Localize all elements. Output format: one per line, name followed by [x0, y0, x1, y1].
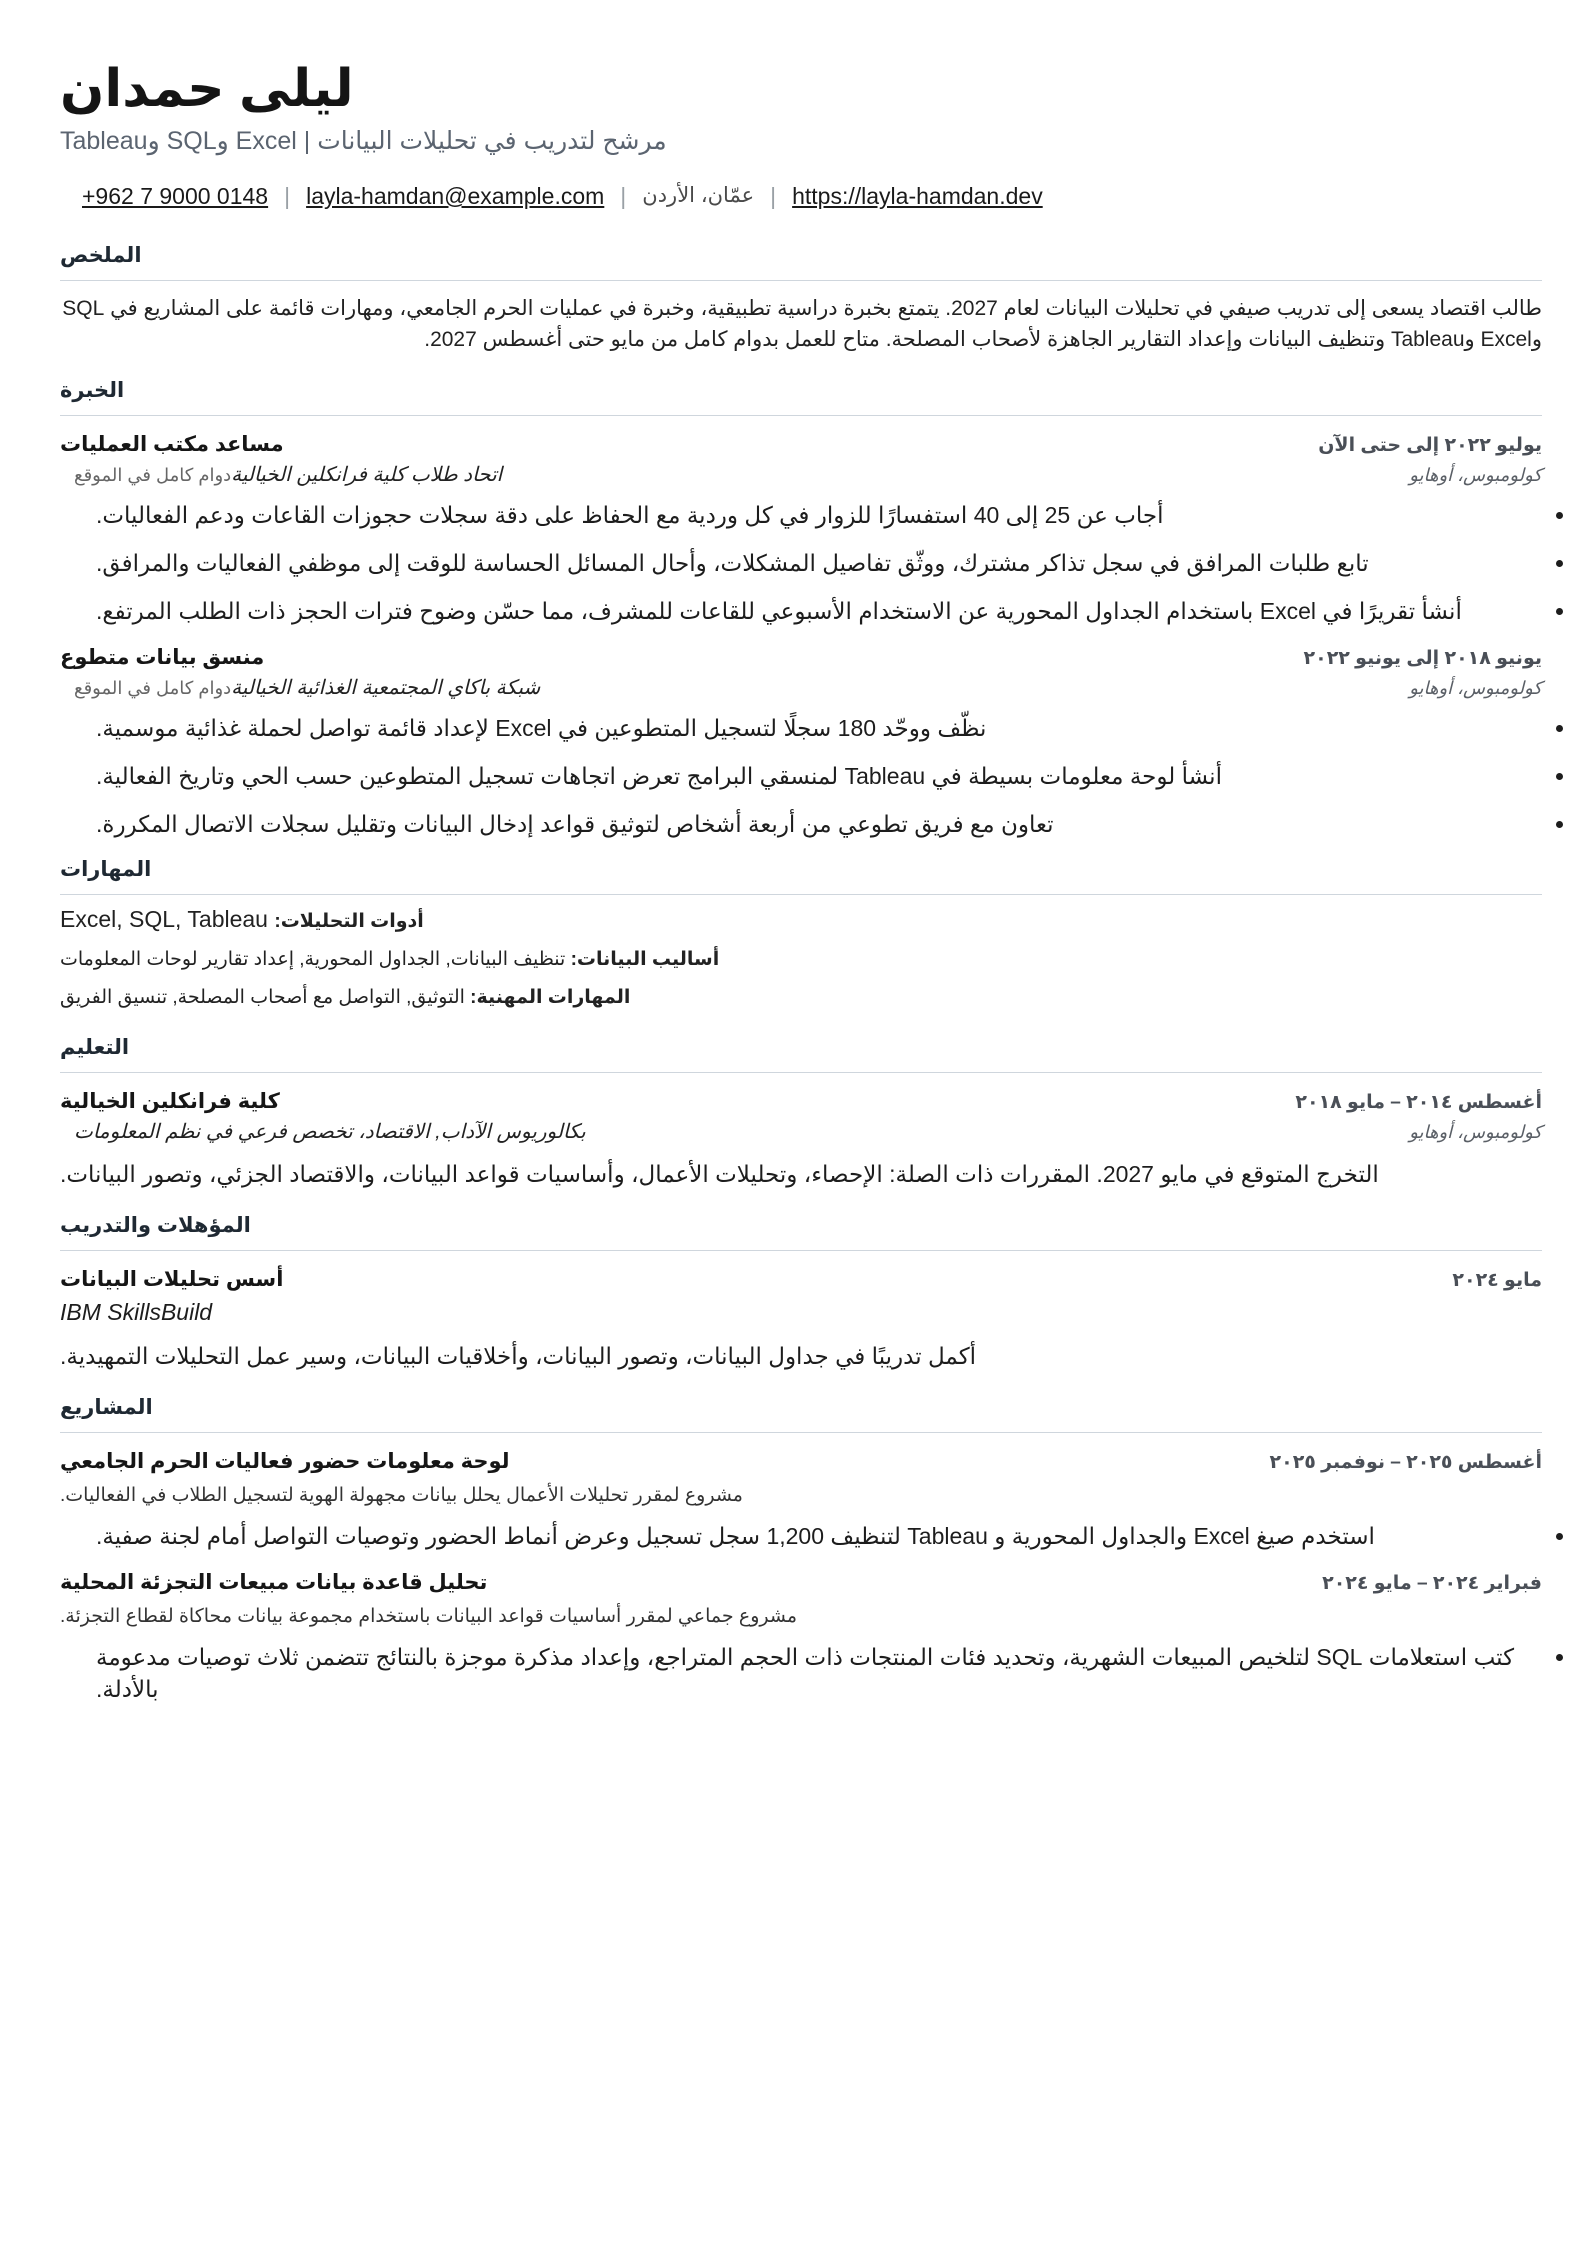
job-mode: دوام كامل في الموقع	[74, 465, 232, 485]
certification-issuer: IBM SkillsBuild	[60, 1299, 213, 1325]
section-title-skills: المهارات	[60, 856, 1542, 895]
education-note: التخرج المتوقع في مايو 2027. المقررات ذات الصلة: الإحصاء، وتحليلات الأعمال، وأساسيات قواعد البيانات، والاقتصاد الجزئي، وتصور البيانات.	[60, 1161, 1379, 1187]
section-title-summary: الملخص	[60, 242, 1542, 281]
skill-line-tools	[60, 905, 1542, 936]
bullet-item: • أجاب عن 25 إلى 40 استفسارًا للزوار في كل وردية مع الحفاظ على دقة سجلات حجوزات القاعات ودعم الفعاليات.	[96, 499, 1542, 531]
candidate-name: ليلى حمدان	[60, 60, 354, 118]
job-title: منسق بيانات متطوع	[60, 646, 265, 669]
contact-row	[82, 180, 1542, 212]
summary-section	[60, 242, 1542, 355]
project-entry	[60, 1447, 1542, 1552]
skill-label: أساليب البيانات:	[570, 949, 720, 970]
summary-text: طالب اقتصاد يسعى إلى تدريب صيفي في تحليلات البيانات لعام 2027. يتمتع بخبرة دراسية تطبيقية، وخبرة في عمليات الحرم الجامعي، ومهارات قائمة على المشاريع في SQL وExcel وTableau وتنظيف البيانات وإعداد التقارير الجاهزة لأصحاب المصلحة. متاح للعمل بدوام كامل من مايو حتى أغسطس 2027.	[62, 297, 1542, 351]
job-org	[60, 461, 502, 489]
skills-section	[60, 856, 1542, 1012]
job-date: يوليو ٢٠٢٢ إلى حتى الآن	[1318, 435, 1542, 456]
job-bullets	[60, 499, 1542, 627]
skill-label: أدوات التحليلات:	[274, 911, 424, 932]
skill-line-methods	[60, 946, 1542, 974]
education-location: كولومبوس، أوهايو	[1409, 1122, 1542, 1142]
bullet-item: • استخدم صيغ Excel والجداول المحورية و Tableau لتنظيف 1,200 سجل تسجيل وعرض أنماط الحضور وتوصيات التواصل أمام لجنة صفية.	[96, 1520, 1542, 1552]
skill-value: تنظيف البيانات, الجداول المحورية, إعداد تقارير لوحات المعلومات	[60, 949, 571, 970]
certification-entry	[60, 1265, 1542, 1372]
bullet-item: • تعاون مع فريق تطوعي من أربعة أشخاص لتوثيق قواعد إدخال البيانات وتقليل سجلات الاتصال المكررة.	[96, 808, 1542, 840]
project-bullets	[60, 1641, 1542, 1705]
job-org-name: شبكة باكاي المجتمعية الغذائية الخيالية	[231, 677, 541, 699]
projects-section	[60, 1394, 1542, 1705]
education-entry	[60, 1087, 1542, 1190]
job-org-name: اتحاد طلاب كلية فرانكلين الخيالية	[231, 464, 503, 486]
project-description: مشروع لمقرر تحليلات الأعمال يحلل بيانات مجهولة الهوية لتسجيل الطلاب في الفعاليات.	[60, 1485, 743, 1506]
certification-name: أسس تحليلات البيانات	[60, 1268, 284, 1291]
section-title-projects: المشاريع	[60, 1394, 1542, 1433]
project-name: لوحة معلومات حضور فعاليات الحرم الجامعي	[60, 1450, 510, 1473]
skill-label: المهارات المهنية:	[470, 987, 631, 1008]
job-location: كولومبوس، أوهايو	[1409, 465, 1542, 485]
experience-section	[60, 377, 1542, 840]
job-org	[60, 674, 540, 702]
website-link[interactable]: https://layla-hamdan.dev	[792, 183, 1043, 209]
project-description: مشروع جماعي لمقرر أساسيات قواعد البيانات باستخدام مجموعة بيانات محاكاة لقطاع التجزئة.	[60, 1606, 798, 1627]
section-title-education: التعليم	[60, 1034, 1542, 1073]
job-date: يونيو ٢٠١٨ إلى يونيو ٢٠٢٢	[1303, 648, 1542, 669]
job-bullets	[60, 712, 1542, 840]
skill-line-professional	[60, 984, 1542, 1012]
contact-separator: |	[620, 183, 627, 209]
skill-value: Excel, SQL, Tableau	[60, 906, 275, 932]
skill-value: التوثيق, التواصل مع أصحاب المصلحة, تنسيق الفريق	[60, 987, 471, 1008]
phone-link[interactable]: +962 7 9000 0148	[82, 183, 269, 209]
email-link[interactable]: layla-hamdan@example.com	[306, 183, 605, 209]
job-entry	[60, 643, 1542, 840]
project-bullets	[60, 1520, 1542, 1552]
job-location: كولومبوس، أوهايو	[1409, 678, 1542, 698]
bullet-item: • نظّف ووحّد 180 سجلًا لتسجيل المتطوعين في Excel لإعداد قائمة تواصل لحملة غذائية موسمية.	[96, 712, 1542, 744]
section-title-experience: الخبرة	[60, 377, 1542, 416]
project-date: فبراير ٢٠٢٤ – مايو ٢٠٢٤	[1322, 1573, 1542, 1594]
section-title-certifications: المؤهلات والتدريب	[60, 1212, 1542, 1251]
candidate-headline: مرشح لتدريب في تحليلات البيانات | Excel وSQL وTableau	[60, 127, 667, 155]
job-entry	[60, 430, 1542, 627]
certifications-section	[60, 1212, 1542, 1372]
contact-separator: |	[284, 183, 291, 209]
bullet-item: • كتب استعلامات SQL لتلخيص المبيعات الشهرية، وتحديد فئات المنتجات ذات الحجم المتراجع، وإعداد مذكرة موجزة بالنتائج تتضمن ثلاث توصيات مدعومة بالأدلة.	[96, 1641, 1542, 1705]
degree-text: بكالوريوس الآداب, الاقتصاد، تخصص فرعي في نظم المعلومات	[74, 1121, 586, 1143]
certification-note: أكمل تدريبًا في جداول البيانات، وتصور البيانات، وأخلاقيات البيانات، وسير عمل التحليلات التمهيدية.	[60, 1343, 977, 1369]
contact-separator: |	[770, 183, 777, 209]
school-name: كلية فرانكلين الخيالية	[60, 1090, 280, 1113]
project-name: تحليل قاعدة بيانات مبيعات التجزئة المحلية	[60, 1571, 488, 1594]
bullet-item: • تابع طلبات المرافق في سجل تذاكر مشترك، ووثّق تفاصيل المشكلات، وأحال المسائل الحساسة للوقت إلى موظفي الفعاليات والمرافق.	[96, 547, 1542, 579]
certification-date: مايو ٢٠٢٤	[1452, 1270, 1542, 1291]
job-mode: دوام كامل في الموقع	[74, 678, 232, 698]
education-section	[60, 1034, 1542, 1190]
project-date: أغسطس ٢٠٢٥ – نوفمبر ٢٠٢٥	[1269, 1452, 1542, 1473]
project-entry	[60, 1568, 1542, 1705]
bullet-item: • أنشأ تقريرًا في Excel باستخدام الجداول المحورية عن الاستخدام الأسبوعي للقاعات للمشرف، مما حسّن وضوح فترات الحجز ذات الطلب المرتفع.	[96, 595, 1542, 627]
bullet-item: • أنشأ لوحة معلومات بسيطة في Tableau لمنسقي البرامج تعرض اتجاهات تسجيل المتطوعين حسب الحي وتاريخ الفعالية.	[96, 760, 1542, 792]
job-title: مساعد مكتب العمليات	[60, 433, 284, 456]
education-date: أغسطس ٢٠١٤ – مايو ٢٠١٨	[1295, 1092, 1542, 1113]
location-text: عمّان، الأردن	[642, 184, 755, 207]
